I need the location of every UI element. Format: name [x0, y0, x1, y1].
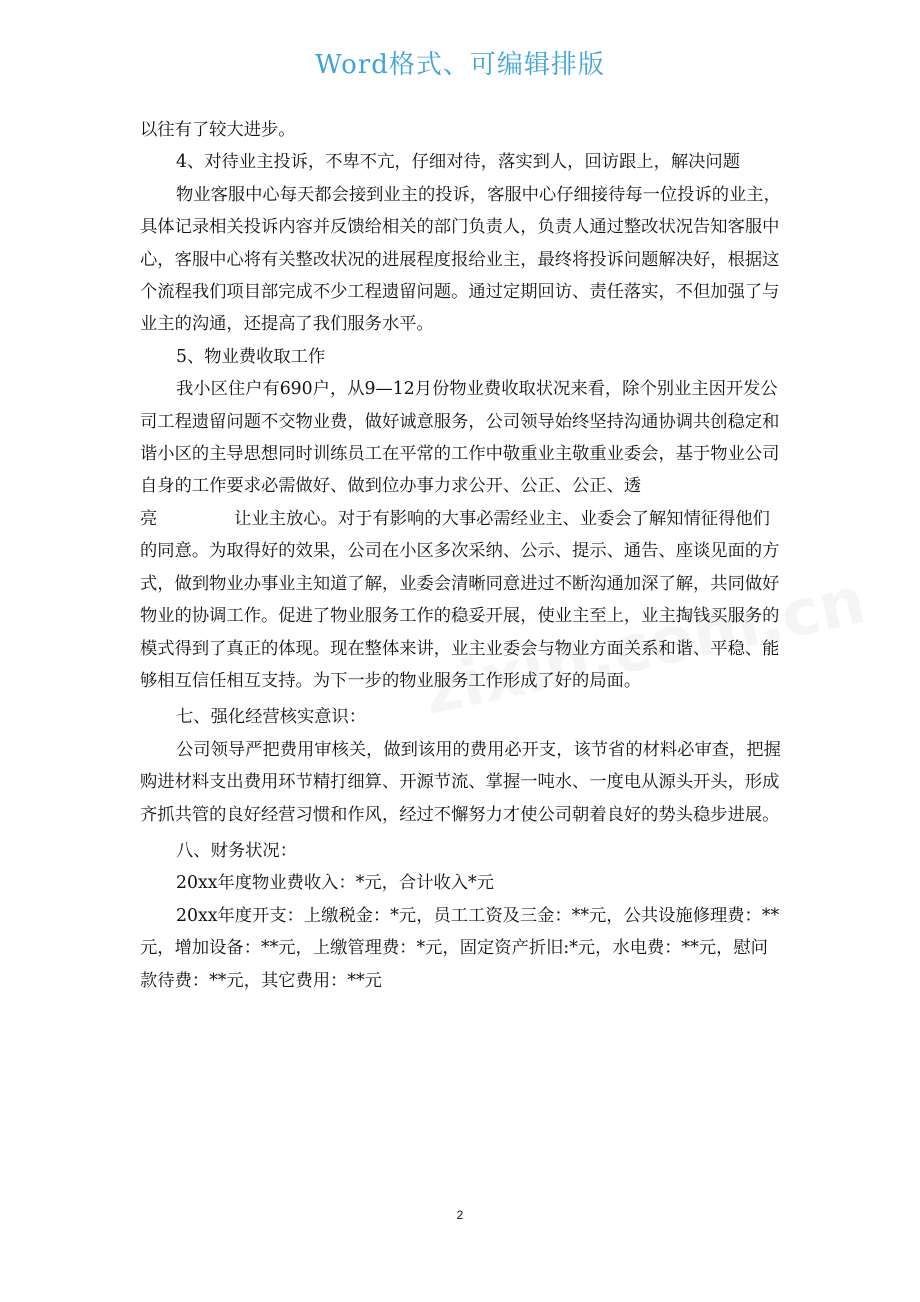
document-body [140, 114, 782, 997]
paragraph: 物业客服中心每天都会接到业主的投诉，客服中心仔细接待每一位投诉的业主，具体记录相关投诉内容并反馈给相关的部门负责人，负责人通过整改状况告知客服中心，客服中心将有关整改状况的进展程度报给业主，最终将投诉问题解决好，根据这个流程我们项目部完成不少工程遗留问题。通过定期回访、责任落实，不但加强了与业主的沟通，还提高了我们服务水平。 [140, 184, 781, 335]
paragraph: 亮 让业主放心。对于有影响的大事必需经业主、业委会了解知情征得他们的同意。为取得好的效果，公司在小区多次采纳、公示、提示、通告、座谈见面的方式，做到物业办事业主知道了解，业委会清晰同意进过不断沟通加深了解，共同做好物业的协调工作。促进了物业服务工作的稳妥开展，使业主至上，业主掏钱买服务的模式得到了真正的体现。现在整体来讲，业主业委会与物业方面关系和谐、平稳、能够相互信任相互支持。为下一步的物业服务工作形成了好的局面。 [140, 508, 780, 691]
paragraph: 以往有了较大进步。 [140, 120, 296, 140]
page-header-title: Word格式、可编辑排版 [315, 50, 605, 80]
paragraph: 20xx年度物业费收入：*元，合计收入*元 [176, 873, 494, 894]
paragraph: 我小区住户有690户，从9—12月份物业费收取状况来看，除个别业主因开发公司工程遗留问题不交物业费，做好诚意服务，公司领导始终坚持沟通协调共创稳定和谐小区的主导思想同时训练员工在平常的工作中敬重业主敬重业委会，基于物业公司自身的工作要求必需做好、做到位办事力求公开、公正、公正、透 [140, 379, 780, 497]
paragraph: 4、对待业主投诉，不卑不亢，仔细对待，落实到人，回访跟上，解决问题 [176, 152, 740, 173]
page-number: 2 [456, 1208, 464, 1222]
paragraph: 20xx年度开支：上缴税金：*元，员工工资及三金：**元，公共设施修理费：**元，增加设备：**元，上缴管理费：*元，固定资产折旧:*元，水电费：**元，慰问款待费：**元，其它费用：**元 [140, 905, 780, 991]
paragraph: 八、财务状况： [176, 840, 297, 861]
paragraph: 七、强化经营核实意识： [176, 707, 367, 728]
paragraph: 公司领导严把费用审核关，做到该用的费用必开支，该节省的材料必审查，把握购进材料支出费用环节精打细算、开源节流、掌握一吨水、一度电从源头开头，形成齐抓共管的良好经营习惯和作风，经过不懈努力才使公司朝着良好的势头稳步进展。 [140, 739, 781, 825]
paragraph: 5、物业费收取工作 [176, 346, 326, 367]
